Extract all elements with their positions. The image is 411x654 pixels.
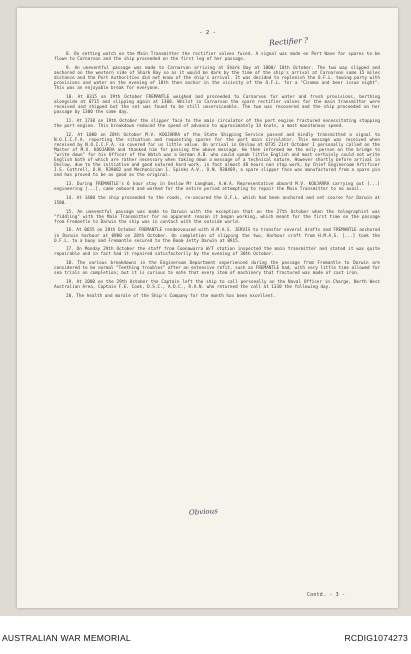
archive-footer: [0, 616, 411, 654]
handwritten-annotation: Rectifier ?: [268, 35, 309, 48]
paragraph-14: 14. At 1400 the ship proceeded to the roads, re-secured the O.F.L. which had been anchored and set course for Darwin at 1500.: [54, 195, 380, 206]
handwritten-annotation-obvious: Obvious: [188, 507, 218, 517]
paragraph-8: 8. On setting watch on the Main Transmitter the rectifier valves fused. A signal was made on Port Wave for spares to be flown to Carnarvon and the ship proceeded on the first leg of her passage.: [54, 52, 380, 63]
paragraph-17: 17. On Monday 29th October the staff from Coonawarra W/T station inspected the main transmitter and stated it was quite repairable and in fact had it repaired satisfactorily by the evening of 30th October.: [54, 247, 380, 258]
report-body: [54, 52, 380, 302]
page-number: - 2 -: [199, 30, 216, 36]
paragraph-10: 10. At 0315 on 19th October FREMANTLE weighed and proceeded to Carnarvon for water and fresh provisions, berthing alongside at 0715 and slipping again at 1300. Whilst in Carnarvon the spare rectifier valves for the main transmitter were received and shipped but the set was found to be still unserviceable. The two was recovered and the ship proceeded on her passage by 1300 the same day.: [54, 94, 380, 116]
archive-name: AUSTRALIAN WAR MEMORIAL: [2, 633, 131, 643]
paragraph-12: 12. At 1000 on 20th October M.V. KOOJARRA of the State Shipping Service passed and kindly transmitted a signal to N.O.I.C.F.A. reporting the situation and requesting spares for the port main circulator. This message was received when received by N.O.I.C.F.A. so covered for us little value. On arrival in Onslow at 0735 21st October I personally called on the Master of M.V. KOOJARRA and thanked him for passing the above message. He then informed me the only person on the bridge to "write down" for his Officer of the Watch was a German A.B. who could speak little English and most certainly could not write English both of which are rather necessary when taking down a message of a technical nature. However shortly before arrival in Onslow, due to the initiative and good natured hard work, in fact almost 48 hours non stop work, by Chief Engineroom Artificer J.S. Cottrell, O.N. R39082 and Mechanician 1. Spinks A.V., O.N. R30469, a spare slipper face was manufactured from a spare pin and has proved to be as good as the original.: [54, 132, 380, 179]
paragraph-15: 15. An uneventful passage was made to Darwin with the exception that on the 27th October when the telegraphist was "fiddling" with the Main Transmitter for no apparent reason it began working, which meant for the first time on the passage from Fremantle to Darwin the ship was in contact with the outside world.: [54, 209, 380, 225]
record-id: RCDIG1074273: [344, 633, 408, 643]
continued-marker: Contd. - 3 -: [307, 593, 346, 598]
paragraph-9: 9. An uneventful passage was made to Carnarvon arriving at Shark Bay at 1800/ 18th October. The two way slipped and anchored on the western side of Shark Bay so as it would be dark by the time of the ship's arrival at Carnarvon some 15 miles distance and the Port Authorities did not know of the ship's arrival. It was decided to replenish the O.F.L. towing party with provisions and water on the evening of 18th then anchor in the vicinity of the O.F.L. for a "Cinema and beer issue night". This was an enjoyable break for everyone.: [54, 65, 380, 92]
paragraph-19: 19. At 1000 on the 29th October the Captain left the ship to call personally on the Naval Officer in Charge, North West Australian Area, Captain F.E. Cook, D.S.C., A.D.C., R.A.N. who returned the call at 1330 the following day.: [54, 280, 380, 291]
paragraph-11: 11. At 1730 on 19th October the slipper face to the main circulator of the port engine fractured necessitating stopping the port engine. This breakdown reduced the speed of advance to approximately 14 knots, a most monotonous speed.: [54, 118, 380, 129]
document-page: [17, 8, 398, 608]
paragraph-20: 20. The health and morale of the Ship's Company for the month has been excellent.: [66, 293, 276, 299]
paragraph-13: 13. During FREMANTLE's 6 hour stay in Onslow Mr Langham, A.W.A. Representative aboard M.V. KOOJARRA carrying out [...] engineering [...], came onboard and worked for the entire period attempting to repair the Main Transmitter to no avail.: [54, 182, 380, 193]
paragraph-18: 18. The various breakdowns in the Engineroom Department experienced during the passage from Fremantle to Darwin are considered to be normal "Teething troubles" after an extensive refit, such as FREMANTLE had, with very little time allowed for sea trials on completion; but it is curious to note that every item of machinery that fractured was made of cast iron.: [54, 261, 380, 277]
paragraph-16: 16. At 0655 on 28th October FREMANTLE rendezvoused with H.M.A.S. JERVIS to transfer several drafts and FREMANTLE anchored in Darwin harbour at 0900 on 28th October. On completion of slipping the two, Harbour craft from H.M.A.S. [...] took the O.F.L. to a buoy and Fremantle secured to the Boom Jetty Darwin at 0915.: [54, 228, 380, 244]
